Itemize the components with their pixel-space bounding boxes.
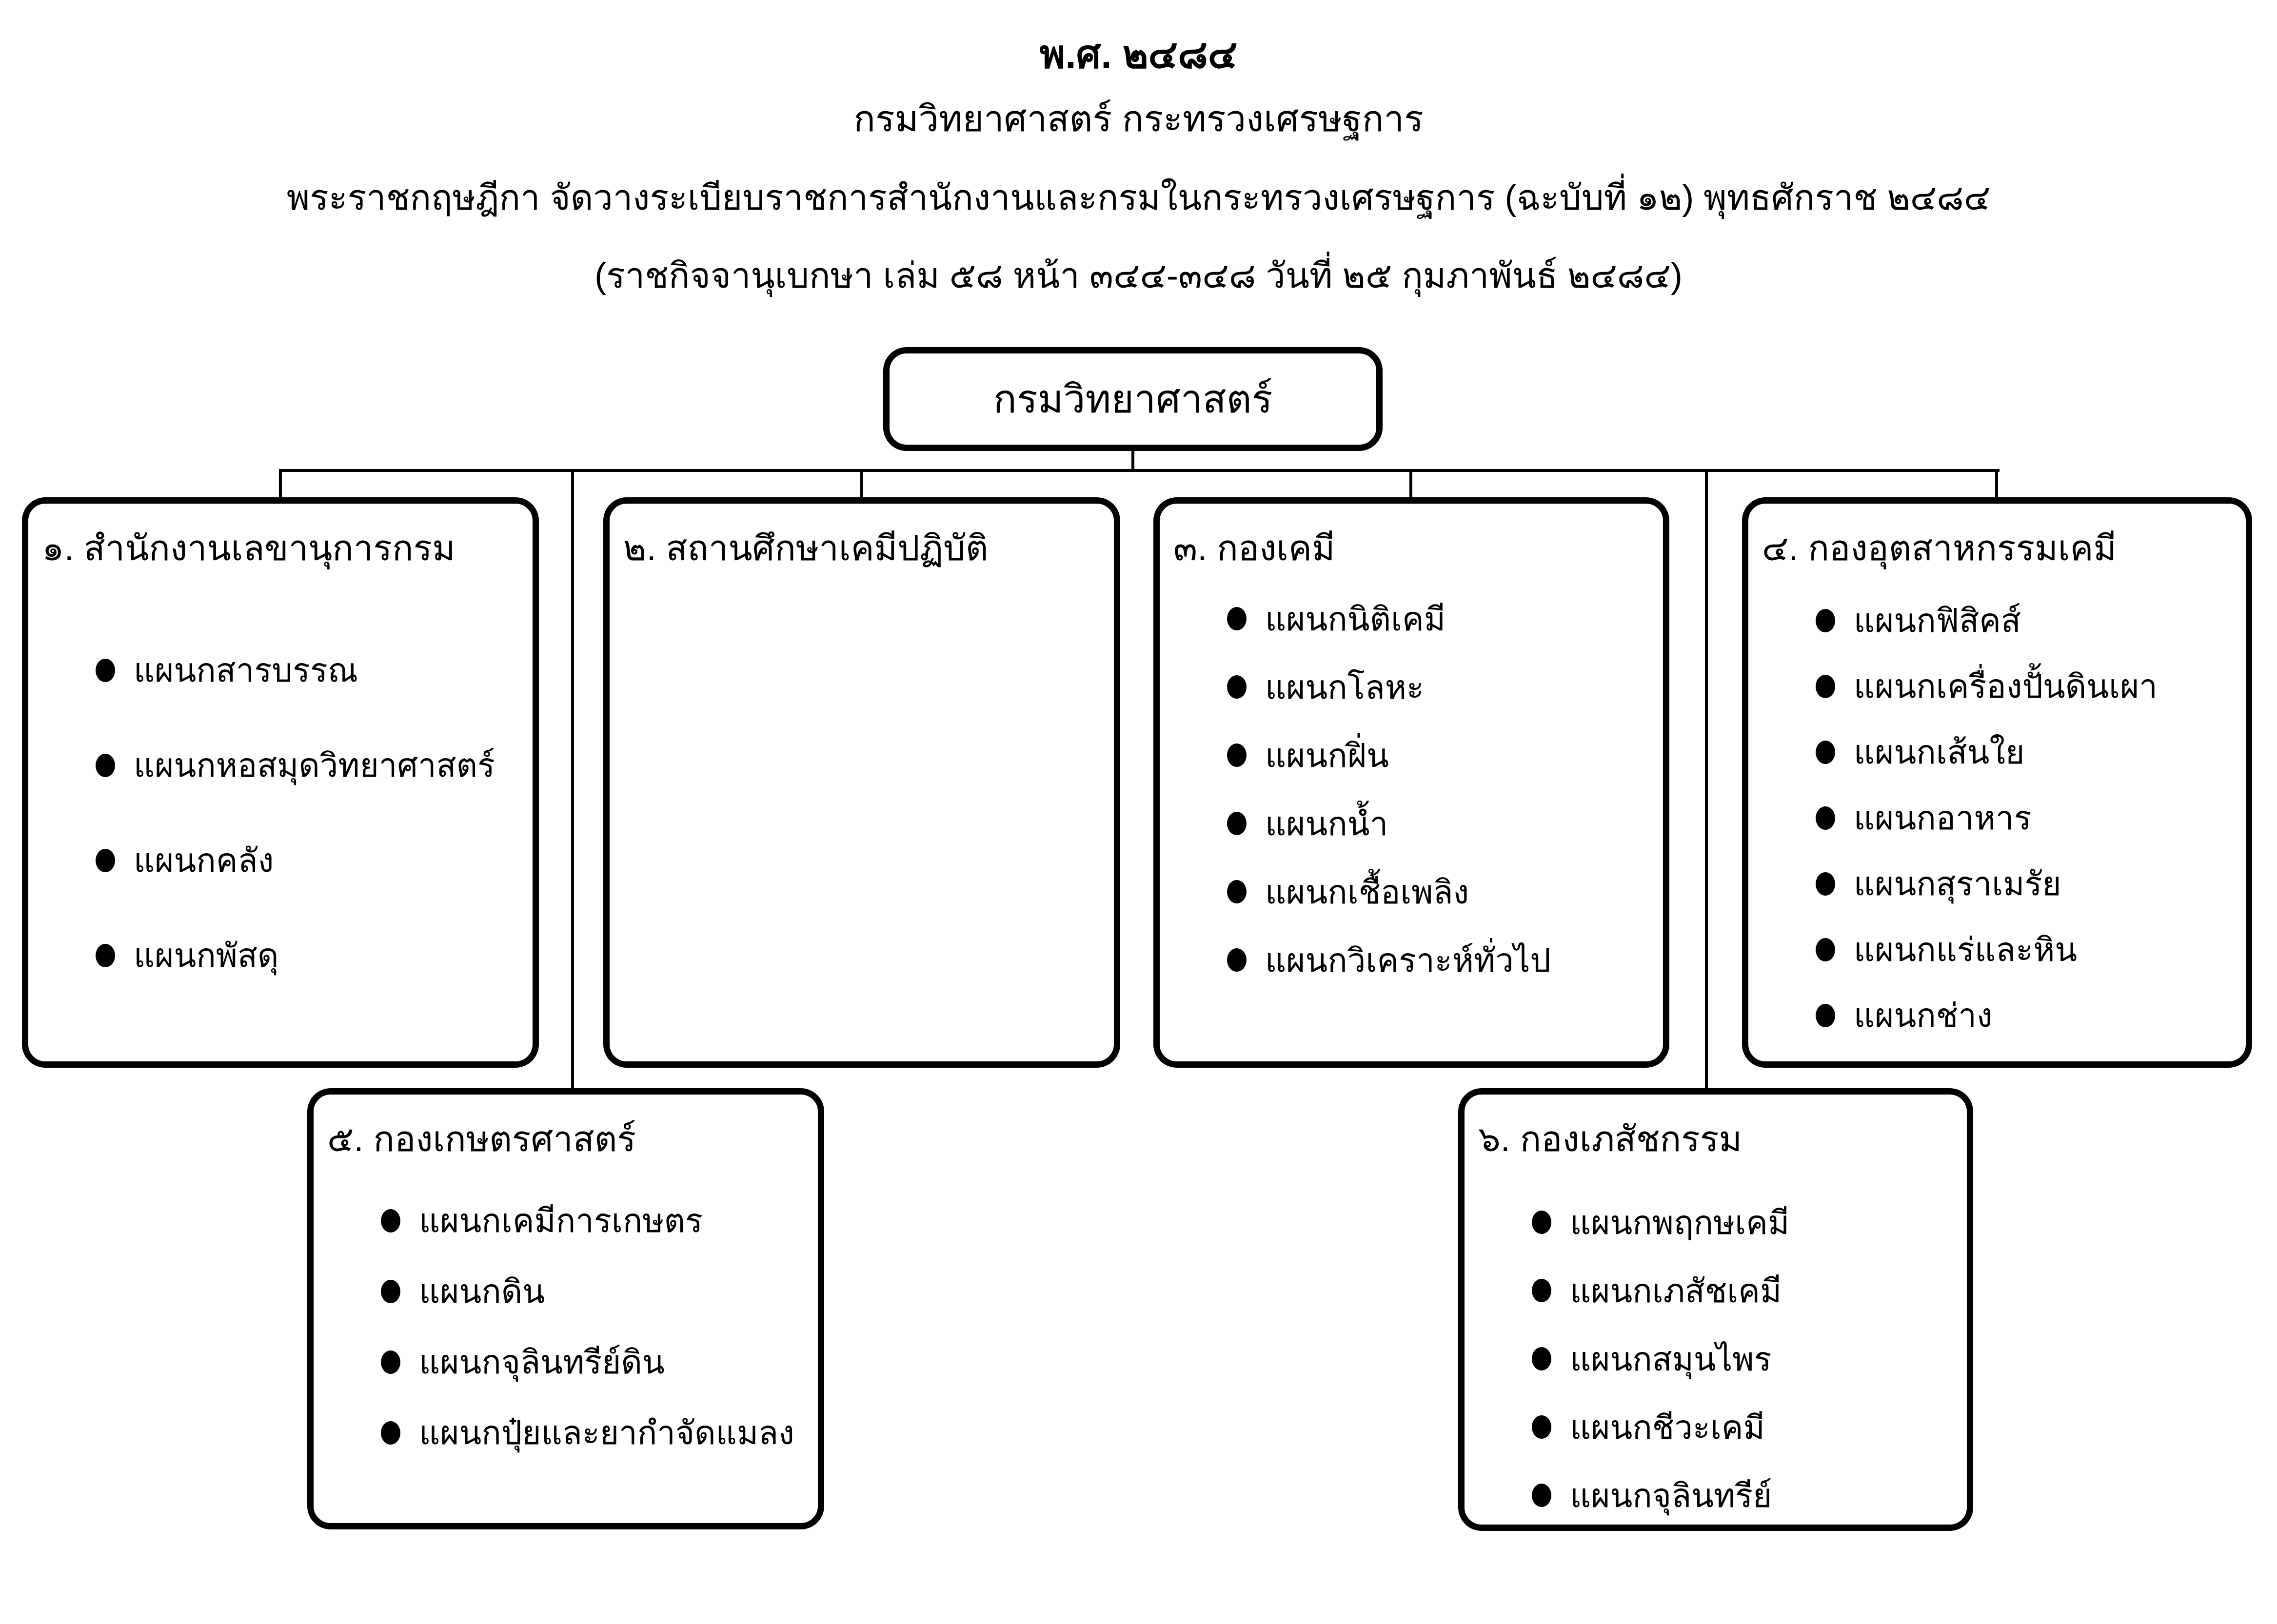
department-item <box>1816 917 2246 982</box>
department-item <box>96 908 533 1003</box>
department-item-label: แผนกสารบรรณ <box>134 652 358 689</box>
department-item-label: แผนกพฤกษเคมี <box>1570 1204 1790 1241</box>
department-item <box>1227 926 1663 994</box>
bullet-icon <box>1816 1004 1835 1027</box>
department-item-label: แผนกเชื้อเพลิง <box>1265 874 1469 911</box>
department-item <box>96 623 533 718</box>
department-item-label: แผนกจุลินทรีย์ดิน <box>419 1344 665 1381</box>
department-item-label: แผนกเครื่องปั้นดินเผา <box>1854 668 2158 705</box>
division-item-list <box>1748 587 2246 1048</box>
division-title: ๓. กองเคมี <box>1173 529 1335 568</box>
department-item-label: แผนกฟิสิคส์ <box>1854 603 2021 640</box>
title-gazette-reference: (ราชกิจจานุเบกษา เล่ม ๕๘ หน้า ๓๔๔-๓๔๘ วันที่ ๒๕ กุมภาพันธ์ ๒๔๘๔) <box>594 256 1683 295</box>
connector-drop-box1 <box>279 469 282 500</box>
department-item-label: แผนกจุลินทรีย์ <box>1570 1477 1772 1514</box>
bullet-icon <box>1816 741 1835 764</box>
department-item <box>96 813 533 908</box>
root-node-label: กรมวิทยาศาสตร์ <box>993 377 1273 421</box>
department-item-label: แผนกอาหาร <box>1854 800 2032 837</box>
department-item-label: แผนกวิเคราะห์ทั่วไป <box>1265 942 1551 979</box>
department-item-label: แผนกพัสดุ <box>134 938 279 975</box>
bullet-icon <box>1227 948 1247 972</box>
department-item <box>1816 982 2246 1048</box>
bullet-icon <box>1227 607 1247 630</box>
division-box-chemical-industry <box>1742 497 2252 1068</box>
department-item <box>1816 587 2246 653</box>
department-item <box>1532 1256 1967 1325</box>
bullet-icon <box>1532 1211 1551 1234</box>
title-year: พ.ศ. ๒๔๘๔ <box>1039 33 1238 76</box>
department-item-label: แผนกฝิ่น <box>1265 737 1389 774</box>
connector-drop-box2 <box>860 469 863 500</box>
division-item-list <box>1465 1188 1967 1529</box>
bullet-icon <box>1532 1347 1551 1370</box>
connector-drop-box6 <box>1705 469 1708 1090</box>
bullet-icon <box>96 659 115 682</box>
division-item-list <box>314 1185 818 1468</box>
department-item <box>1816 851 2246 917</box>
bullet-icon <box>381 1280 400 1303</box>
bullet-icon <box>1816 806 1835 830</box>
department-item-label: แผนกเส้นใย <box>1854 734 2025 771</box>
division-title: ๑. สำนักงานเลขานุการกรม <box>42 529 455 568</box>
department-item <box>381 1185 818 1256</box>
connector-bus <box>279 469 2000 472</box>
bullet-icon <box>381 1421 400 1445</box>
department-item-label: แผนกคลัง <box>134 842 274 880</box>
connector-drop-box5 <box>571 469 574 1090</box>
division-title: ๔. กองอุตสาหกรรมเคมี <box>1762 529 2117 568</box>
connector-drop-box4 <box>1995 469 1998 500</box>
division-box-pharmacy <box>1458 1088 1973 1531</box>
department-item <box>96 718 533 813</box>
division-title: ๖. กองเภสัชกรรม <box>1478 1120 1742 1159</box>
bullet-icon <box>1816 609 1835 632</box>
bullet-icon <box>1816 938 1835 961</box>
bullet-icon <box>1816 872 1835 896</box>
title-department-ministry: กรมวิทยาศาสตร์ กระทรวงเศรษฐการ <box>853 98 1424 139</box>
bullet-icon <box>1532 1279 1551 1302</box>
bullet-icon <box>1227 675 1247 699</box>
department-item <box>381 1327 818 1397</box>
department-item-label: แผนกน้ำ <box>1265 805 1388 842</box>
department-item <box>1227 721 1663 789</box>
bullet-icon <box>381 1209 400 1233</box>
department-item-label: แผนกชีวะเคมี <box>1570 1409 1765 1446</box>
department-item <box>1532 1461 1967 1529</box>
department-item <box>381 1397 818 1468</box>
department-item <box>1227 653 1663 721</box>
department-item-label: แผนกเภสัชเคมี <box>1570 1272 1782 1310</box>
department-item-label: แผนกเคมีการเกษตร <box>419 1203 703 1240</box>
division-box-chemical-practice-school <box>603 497 1120 1068</box>
department-item-label: แผนกนิติเคมี <box>1265 601 1446 638</box>
department-item-label: แผนกแร่และหิน <box>1854 932 2078 969</box>
department-item-label: แผนกหอสมุดวิทยาศาสตร์ <box>134 747 495 784</box>
bullet-icon <box>96 754 115 777</box>
bullet-icon <box>381 1350 400 1374</box>
division-box-secretariat <box>22 497 539 1068</box>
department-item-label: แผนกช่าง <box>1854 998 1993 1035</box>
connector-drop-box3 <box>1409 469 1412 500</box>
root-node-department-of-science <box>883 347 1383 451</box>
bullet-icon <box>96 849 115 872</box>
department-item-label: แผนกสมุนไพร <box>1570 1341 1772 1378</box>
department-item-label: แผนกโลหะ <box>1265 669 1425 706</box>
title-royal-decree: พระราชกฤษฎีกา จัดวางระเบียบราชการสำนักงานและกรมในกระทรวงเศรษฐการ (ฉะบับที่ ๑๒) พุทธศักราช ๒๔๘๔ <box>286 178 1991 217</box>
bullet-icon <box>96 944 115 967</box>
bullet-icon <box>1227 880 1247 903</box>
division-box-agricultural-science <box>307 1088 824 1529</box>
department-item <box>1227 585 1663 653</box>
bullet-icon <box>1227 812 1247 835</box>
department-item <box>1227 789 1663 858</box>
department-item <box>1532 1188 1967 1256</box>
division-title: ๕. กองเกษตรศาสตร์ <box>327 1120 636 1159</box>
department-item <box>1227 858 1663 926</box>
bullet-icon <box>1227 744 1247 767</box>
department-item-label: แผนกสุราเมรัย <box>1854 866 2061 903</box>
division-item-list <box>1160 585 1663 994</box>
department-item <box>1532 1325 1967 1393</box>
division-title: ๒. สถานศึกษาเคมีปฏิบัติ <box>623 529 989 568</box>
bullet-icon <box>1532 1484 1551 1507</box>
bullet-icon <box>1532 1415 1551 1439</box>
department-item-label: แผนกดิน <box>419 1273 545 1311</box>
department-item <box>1532 1393 1967 1461</box>
department-item <box>1816 653 2246 719</box>
bullet-icon <box>1816 675 1835 698</box>
department-item <box>1816 785 2246 851</box>
department-item <box>1816 719 2246 785</box>
department-item <box>381 1256 818 1327</box>
division-box-chemistry <box>1153 497 1669 1068</box>
department-item-label: แผนกปุ๋ยและยากำจัดแมลง <box>419 1415 794 1452</box>
division-item-list <box>28 623 533 1003</box>
